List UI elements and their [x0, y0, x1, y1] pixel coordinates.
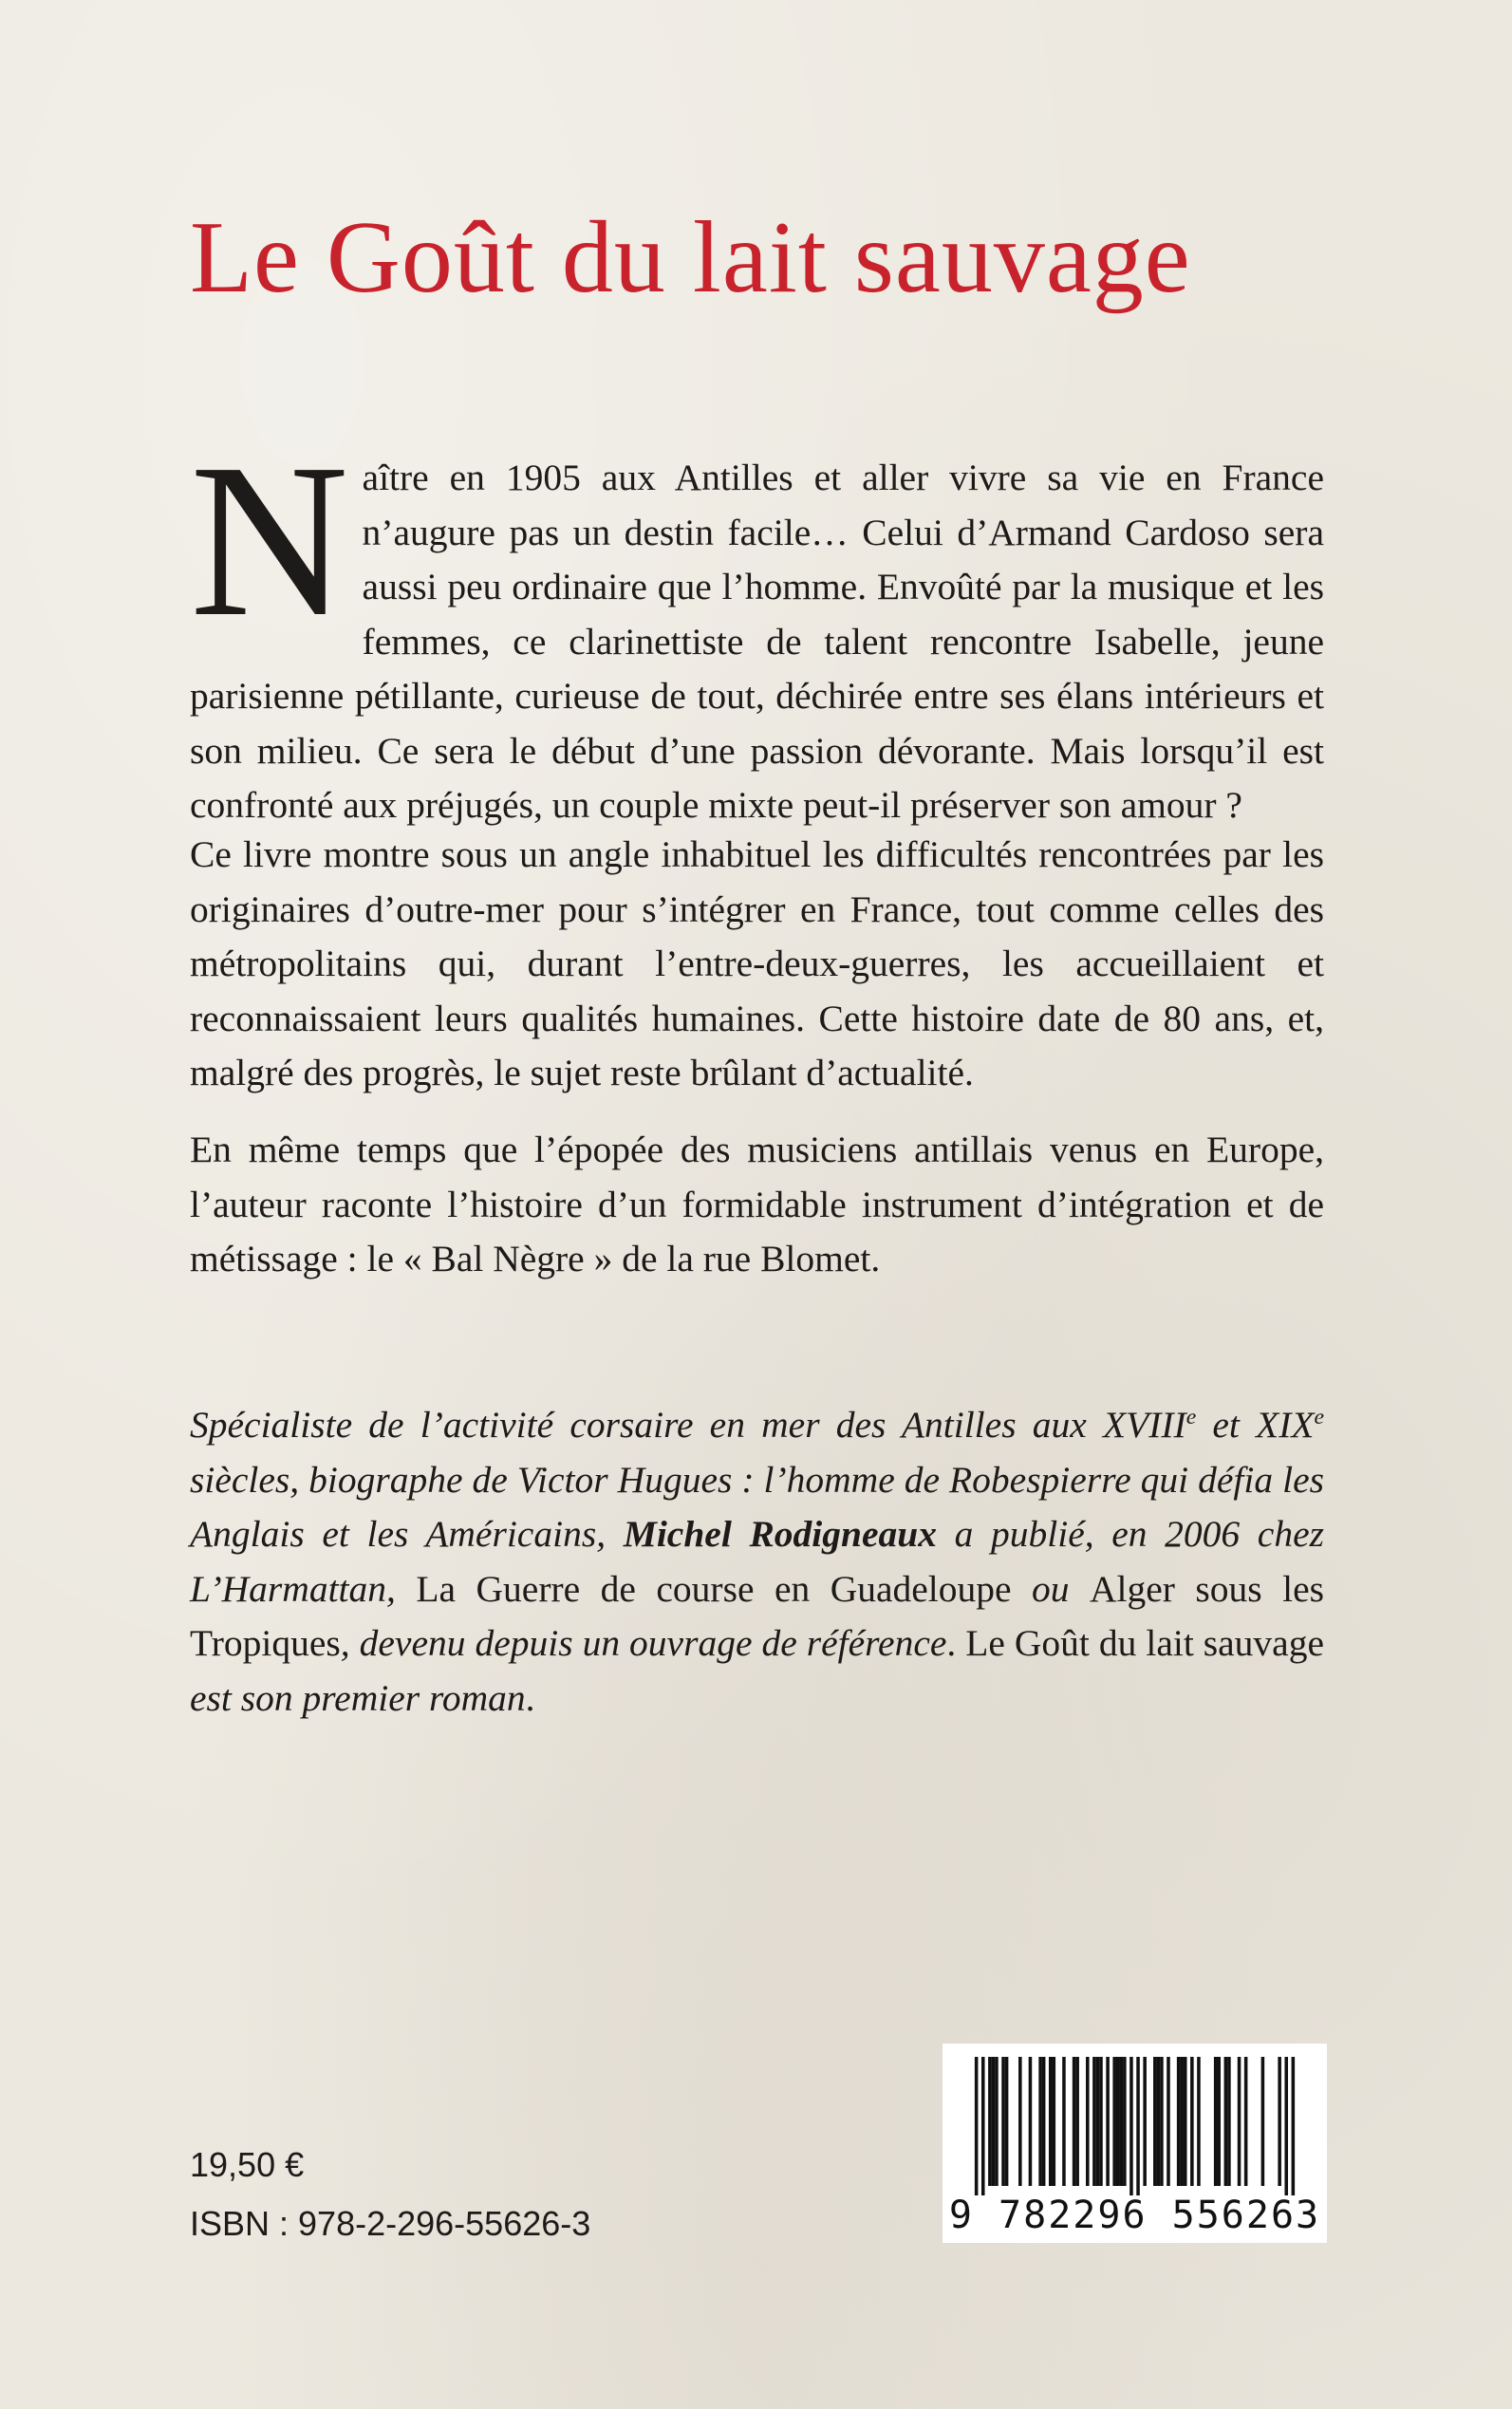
barcode-bar [1099, 2057, 1103, 2186]
barcode-bar [1214, 2057, 1218, 2186]
author-biography [190, 1398, 1324, 1726]
synopsis-text-3: En même temps que l’épopée des musiciens antillais venus en Europe, l’auteur raconte l’histoire d’un formidable instrument d’intégration et de métissage : le « Bal Nègre » de la rue Blomet. [190, 1129, 1324, 1279]
isbn-label: ISBN : 978-2-296-55626-3 [190, 2204, 591, 2243]
barcode-bars [943, 2044, 1327, 2195]
bio-superscript-1: e [1185, 1404, 1197, 1429]
bio-text-ou: ou [1011, 1567, 1090, 1610]
bio-superscript-2: e [1314, 1404, 1324, 1429]
barcode-bar [1167, 2057, 1170, 2186]
barcode-bar [1042, 2057, 1046, 2186]
barcode-bar [1184, 2057, 1187, 2186]
barcode-bar [1292, 2057, 1296, 2195]
barcode-bar [1143, 2057, 1147, 2186]
previous-book-title-b: Alger sous les Tropiques [190, 1567, 1325, 1664]
price-label: 19,50 € [190, 2145, 305, 2184]
barcode-bar [1197, 2057, 1201, 2186]
barcode-bar [1157, 2057, 1161, 2186]
barcode-bar [981, 2057, 985, 2195]
barcode-bar [1120, 2057, 1124, 2186]
barcode-bar [1116, 2057, 1120, 2186]
barcode-bar [1029, 2057, 1033, 2186]
barcode-bar [1136, 2057, 1140, 2195]
barcode-bar [1238, 2057, 1241, 2186]
barcode-bar [1086, 2057, 1090, 2186]
barcode-bar [1227, 2057, 1231, 2186]
barcode-bar [1180, 2057, 1184, 2186]
barcode-bar [988, 2057, 992, 2186]
bio-text-7: est son premier roman [190, 1676, 526, 1719]
synopsis-paragraph-3 [190, 1123, 1324, 1287]
barcode-bar [1092, 2057, 1096, 2186]
barcode-bar [1278, 2057, 1281, 2186]
previous-book-title-a: La Guerre de course en Guadeloupe [416, 1567, 1012, 1610]
synopsis-text-1: aître en 1905 aux Antilles et aller vivre sa vie en France n’augure pas un destin facile… Celui d’Armand Cardoso sera aussi peu ordinaire que l’homme. Envoûté par la musique et les femmes, ce clarinettiste de talent rencontre Isabelle, jeune parisienne pétillante, curieuse de tout, déchirée entre ses élans intérieurs et son milieu. Ce sera le début d’une passion dévorante. Mais lorsqu’il est confronté aux préjugés, un couple mixte peut-il préserver son amour ? [190, 457, 1324, 826]
author-name: Michel Rodigneaux [623, 1513, 937, 1555]
barcode-bar [1001, 2057, 1005, 2186]
bio-text-4: a publié, en 2006 chez L’Harmattan, [190, 1513, 1324, 1610]
barcode-bar [1190, 2057, 1194, 2186]
synopsis-text-2: Ce livre montre sous un angle inhabituel les difficultés rencontrées par les originaires d’outre-mer pour s’intégrer en France, tout comme celles des métropolitains qui, durant l’entre-deux-guerres, les accueillaient et reconnaissaient leurs qualités humaines. Cette histoire date de 80 ans, et, malgré des progrès, le sujet reste brûlant d’actualité. [190, 833, 1324, 1093]
bio-text-1: Spécialiste de l’activité corsaire en mer des Antilles aux XVIII [190, 1404, 1186, 1446]
barcode-bar [992, 2057, 996, 2186]
barcode-bar [1160, 2057, 1164, 2186]
barcode-bar [975, 2057, 979, 2195]
bio-text-5: , devenu depuis un ouvrage de référence [340, 1622, 947, 1664]
barcode-bar [1112, 2057, 1116, 2186]
barcode-bar [1053, 2057, 1056, 2186]
barcode [943, 2044, 1327, 2243]
barcode-bar [1096, 2057, 1100, 2186]
barcode-bar [1129, 2057, 1133, 2195]
barcode-bar [1049, 2057, 1053, 2186]
barcode-bar [1073, 2057, 1076, 2186]
barcode-bar [1177, 2057, 1181, 2186]
barcode-bar [1062, 2057, 1066, 2186]
barcode-bar [995, 2057, 999, 2186]
barcode-bar [1123, 2057, 1127, 2186]
barcode-bar [1224, 2057, 1228, 2186]
barcode-bar [1005, 2057, 1009, 2186]
barcode-digits: 9 782296 556263 [948, 2194, 1321, 2237]
synopsis-paragraph-1 [190, 419, 1324, 833]
barcode-bar [1075, 2057, 1079, 2186]
bio-text-3: siècles, biographe de Victor Hugues : l’homme de Robespierre qui défia les Anglais et les Américains, [190, 1458, 1324, 1555]
book-title: Le Goût du lait sauvage [190, 201, 1191, 314]
barcode-bar [1018, 2057, 1022, 2186]
current-book-title: Le Goût du lait sauvage [965, 1622, 1324, 1664]
barcode-bar [1261, 2057, 1265, 2186]
barcode-bar [1244, 2057, 1248, 2186]
drop-cap: N [190, 419, 349, 663]
barcode-bar [1217, 2057, 1221, 2186]
synopsis-paragraph-2 [190, 828, 1324, 1101]
bio-text-6: . [946, 1622, 966, 1664]
barcode-bar [1153, 2057, 1157, 2186]
barcode-bar [1038, 2057, 1042, 2186]
barcode-bar [1284, 2057, 1288, 2195]
bio-text-2: et XIX [1196, 1404, 1315, 1446]
bio-text-8: . [525, 1676, 535, 1719]
barcode-bar [1106, 2057, 1110, 2186]
